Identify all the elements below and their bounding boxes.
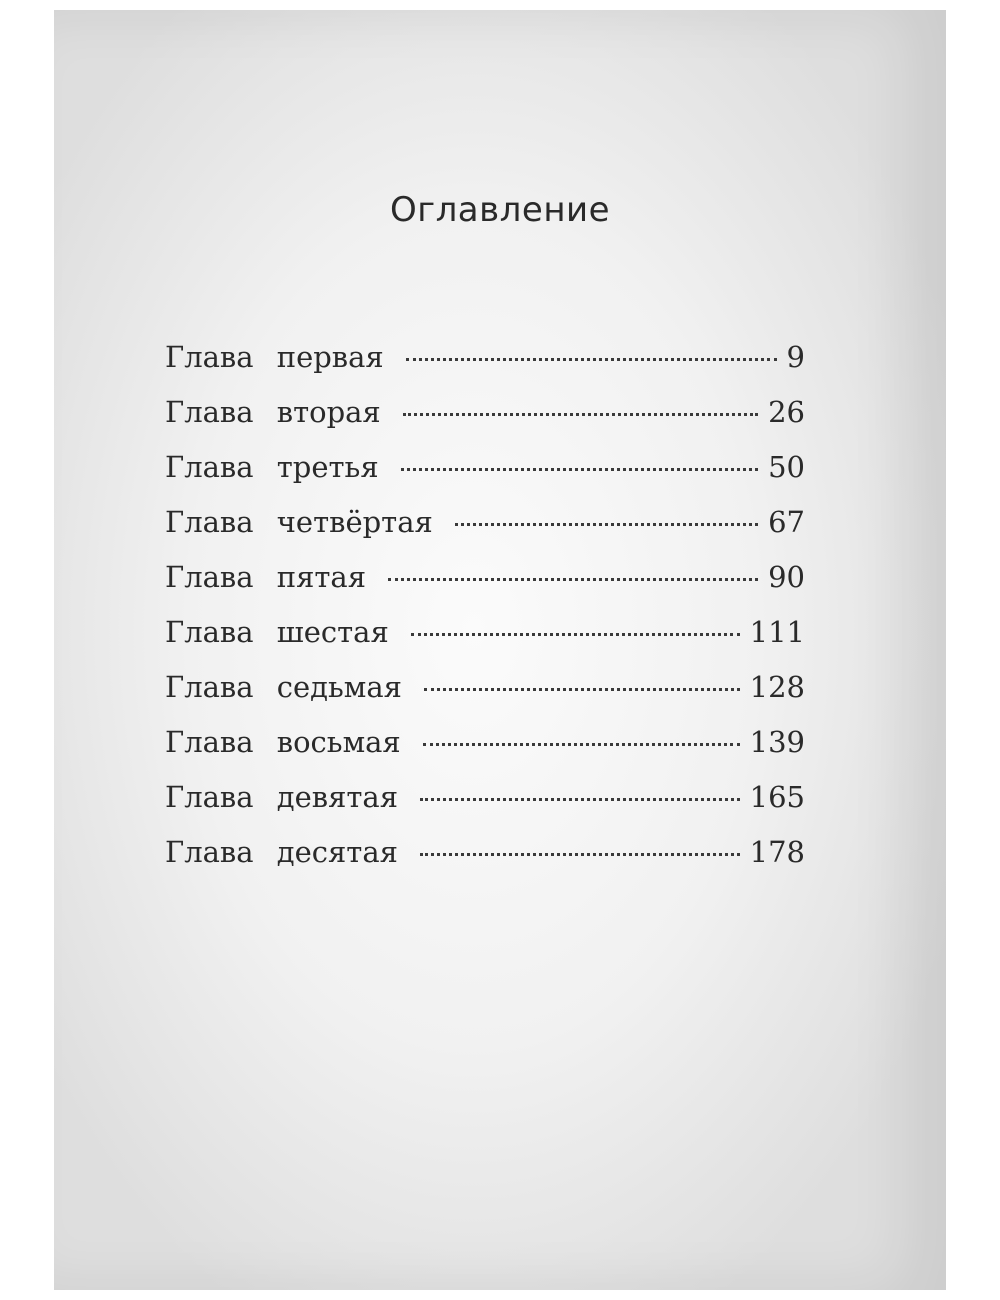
toc-dot-leader [424, 688, 740, 691]
toc-page-number: 90 [768, 560, 805, 594]
toc-dot-leader [401, 468, 758, 471]
toc-dot-leader [420, 798, 740, 801]
toc-chapter-title: Глава пятая [165, 560, 366, 594]
toc-entry [165, 780, 805, 835]
toc-entry [165, 450, 805, 505]
toc-chapter-title: Глава десятая [165, 835, 398, 869]
toc-page-number: 26 [768, 395, 805, 429]
toc-entry [165, 560, 805, 615]
toc-chapter-title: Глава восьмая [165, 725, 401, 759]
toc-entry [165, 725, 805, 780]
table-of-contents [165, 340, 805, 890]
toc-dot-leader [411, 633, 740, 636]
toc-dot-leader [423, 743, 740, 746]
toc-entry [165, 615, 805, 670]
toc-page-number: 178 [749, 835, 805, 869]
toc-page-number: 128 [749, 670, 805, 704]
toc-page-number: 67 [768, 505, 805, 539]
toc-page-number: 111 [749, 615, 805, 649]
toc-chapter-title: Глава вторая [165, 395, 381, 429]
toc-page-number: 165 [749, 780, 805, 814]
toc-entry [165, 395, 805, 450]
toc-chapter-title: Глава девятая [165, 780, 399, 814]
toc-chapter-title: Глава седьмая [165, 670, 402, 704]
toc-page-number: 139 [749, 725, 805, 759]
toc-chapter-title: Глава третья [165, 450, 379, 484]
toc-entry [165, 505, 805, 560]
page-title: Оглавление [389, 190, 611, 230]
toc-dot-leader [420, 853, 740, 856]
toc-chapter-title: Глава четвёртая [165, 505, 433, 539]
toc-dot-leader [455, 523, 758, 526]
toc-dot-leader [406, 358, 777, 361]
toc-entry [165, 670, 805, 725]
toc-page-number: 9 [786, 340, 805, 374]
toc-dot-leader [388, 578, 758, 581]
toc-entry [165, 340, 805, 395]
toc-page-number: 50 [768, 450, 805, 484]
toc-dot-leader [403, 413, 758, 416]
toc-entry [165, 835, 805, 890]
toc-chapter-title: Глава первая [165, 340, 384, 374]
toc-chapter-title: Глава шестая [165, 615, 389, 649]
